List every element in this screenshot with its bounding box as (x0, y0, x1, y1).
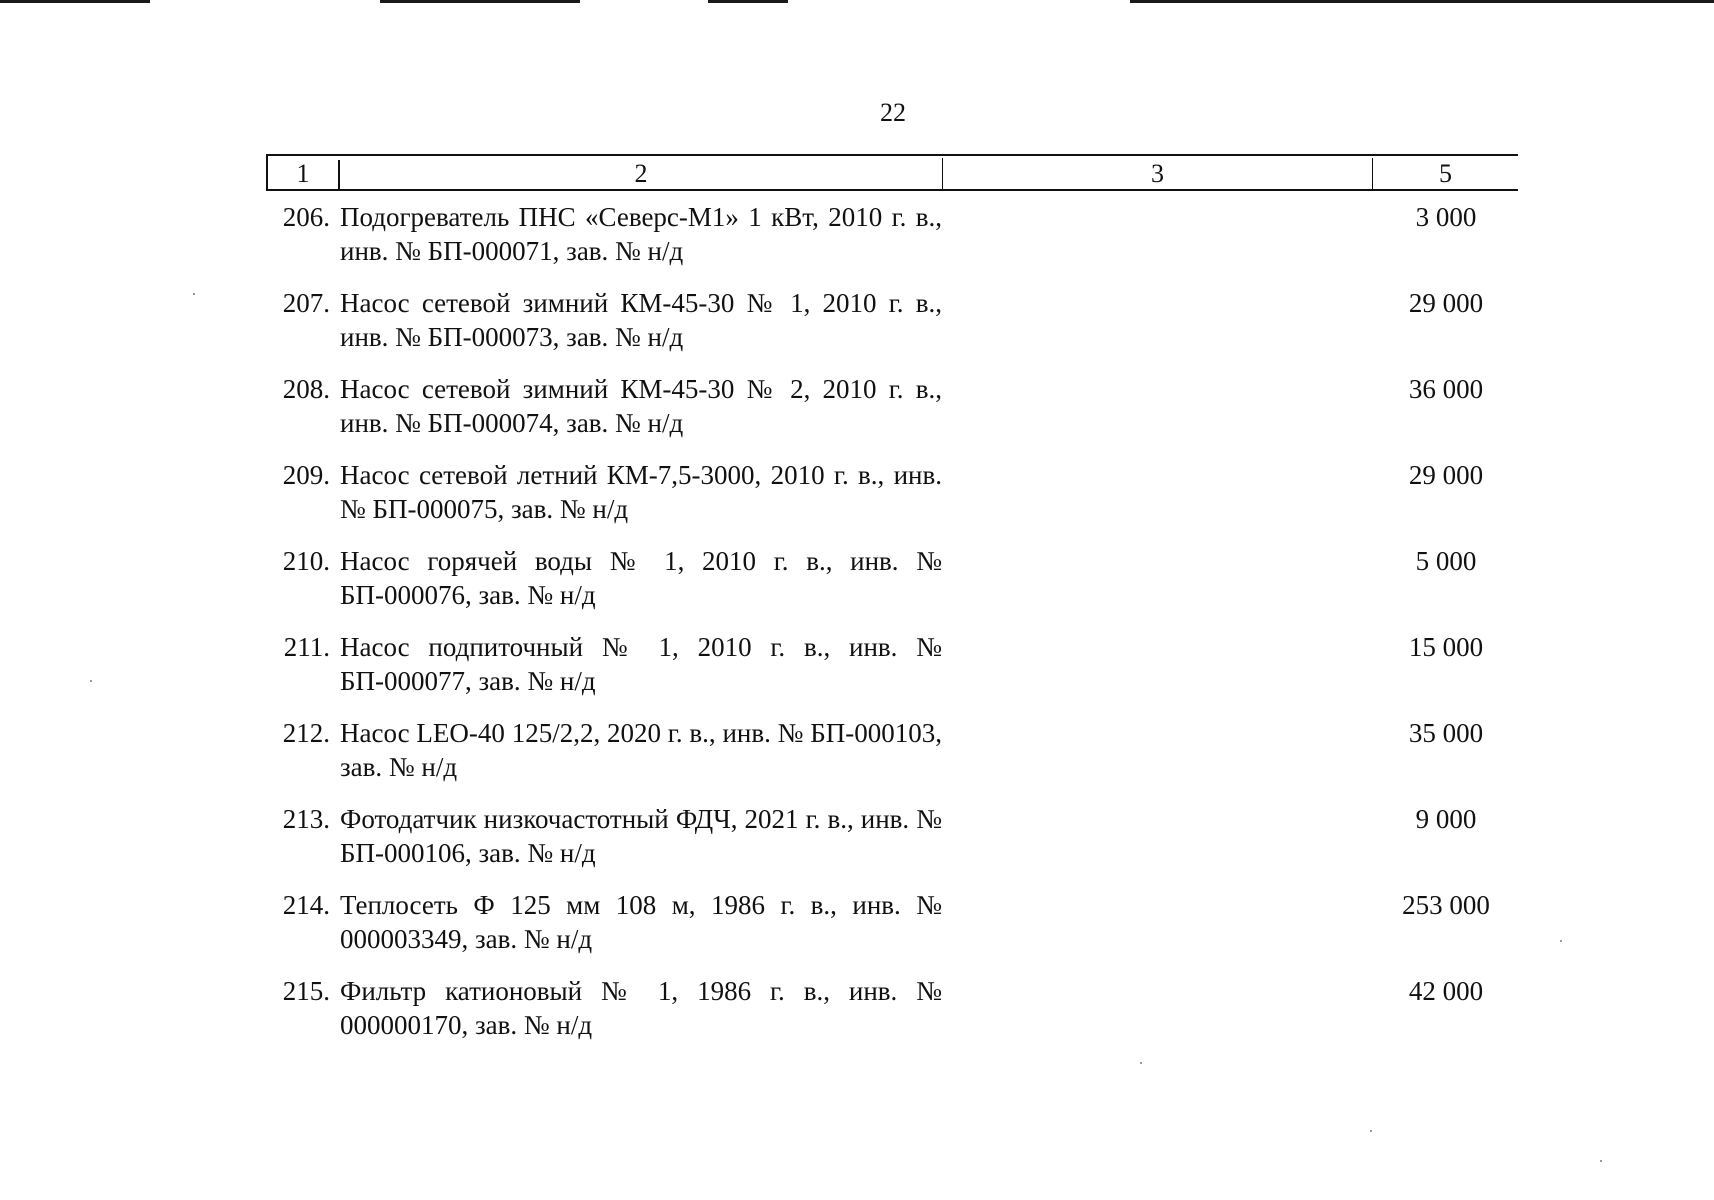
row-number: 207. (282, 288, 330, 318)
row-value: 253 000 (1402, 890, 1490, 920)
page-number: 22 (880, 98, 906, 127)
scan-speck (1560, 940, 1562, 942)
table-row (0, 286, 1714, 372)
row-number: 209. (282, 460, 330, 490)
table-row (0, 458, 1714, 544)
row-value: 35 000 (1408, 718, 1484, 748)
row-description: Фильтр катионовый № 1, 1986 г. в., инв. № 000000170, зав. № н/д (340, 976, 942, 1040)
scan-edge-line (0, 0, 150, 3)
row-value: 29 000 (1408, 288, 1484, 318)
column-header-2: 2 (634, 159, 648, 188)
table-row (0, 544, 1714, 630)
row-value: 15 000 (1408, 632, 1484, 662)
table-row (0, 974, 1714, 1060)
row-description: Фотодатчик низкочастотный ФДЧ, 2021 г. в., инв. № БП-000106, зав. № н/д (340, 804, 942, 868)
column-header-1: 1 (296, 159, 310, 188)
scan-speck (193, 293, 195, 295)
scan-speck (1370, 1130, 1372, 1132)
row-value: 29 000 (1408, 460, 1484, 490)
table-row (0, 802, 1714, 888)
row-number: 213. (282, 804, 330, 834)
column-header-5: 5 (1439, 159, 1452, 188)
row-number: 211. (283, 632, 330, 662)
row-number: 212. (282, 718, 330, 748)
row-description: Насос подпиточный № 1, 2010 г. в., инв. № БП-000077, зав. № н/д (340, 632, 942, 696)
row-value: 5 000 (1415, 546, 1477, 576)
scan-edge-line (380, 0, 580, 3)
row-number: 210. (282, 546, 330, 576)
row-number: 208. (282, 374, 330, 404)
row-description: Насос сетевой летний КМ-7,5-3000, 2010 г. в., инв. № БП-000075, зав. № н/д (340, 460, 942, 524)
table-row (0, 888, 1714, 974)
row-description: Насос сетевой зимний КМ-45-30 № 1, 2010 г. в., инв. № БП-000073, зав. № н/д (340, 288, 942, 352)
scan-speck (90, 680, 92, 682)
row-number: 215. (282, 976, 330, 1006)
scan-edge-line (1130, 0, 1714, 3)
table-top-rule (266, 154, 1518, 156)
scan-speck (1600, 1160, 1602, 1162)
row-description: Насос горячей воды № 1, 2010 г. в., инв. № БП-000076, зав. № н/д (340, 546, 942, 610)
table-row (0, 372, 1714, 458)
row-description: Теплосеть Ф 125 мм 108 м, 1986 г. в., инв. № 000003349, зав. № н/д (340, 890, 942, 954)
row-value: 3 000 (1415, 202, 1477, 232)
row-number: 214. (282, 890, 330, 920)
scan-speck (1140, 1062, 1142, 1064)
row-number: 206. (282, 202, 330, 232)
scan-edge-line (708, 0, 788, 3)
row-value: 36 000 (1408, 374, 1484, 404)
row-description: Подогреватель ПНС «Северс-М1» 1 кВт, 2010 г. в., инв. № БП-000071, зав. № н/д (340, 202, 942, 266)
row-description: Насос сетевой зимний КМ-45-30 № 2, 2010 г. в., инв. № БП-000074, зав. № н/д (340, 374, 942, 438)
table-row (0, 716, 1714, 802)
row-value: 42 000 (1408, 976, 1484, 1006)
table-row (0, 200, 1714, 286)
column-header-3: 3 (1151, 159, 1164, 188)
row-description: Насос LEO-40 125/2,2, 2020 г. в., инв. № БП-000103, зав. № н/д (340, 718, 942, 782)
table-row (0, 630, 1714, 716)
row-value: 9 000 (1415, 804, 1477, 834)
